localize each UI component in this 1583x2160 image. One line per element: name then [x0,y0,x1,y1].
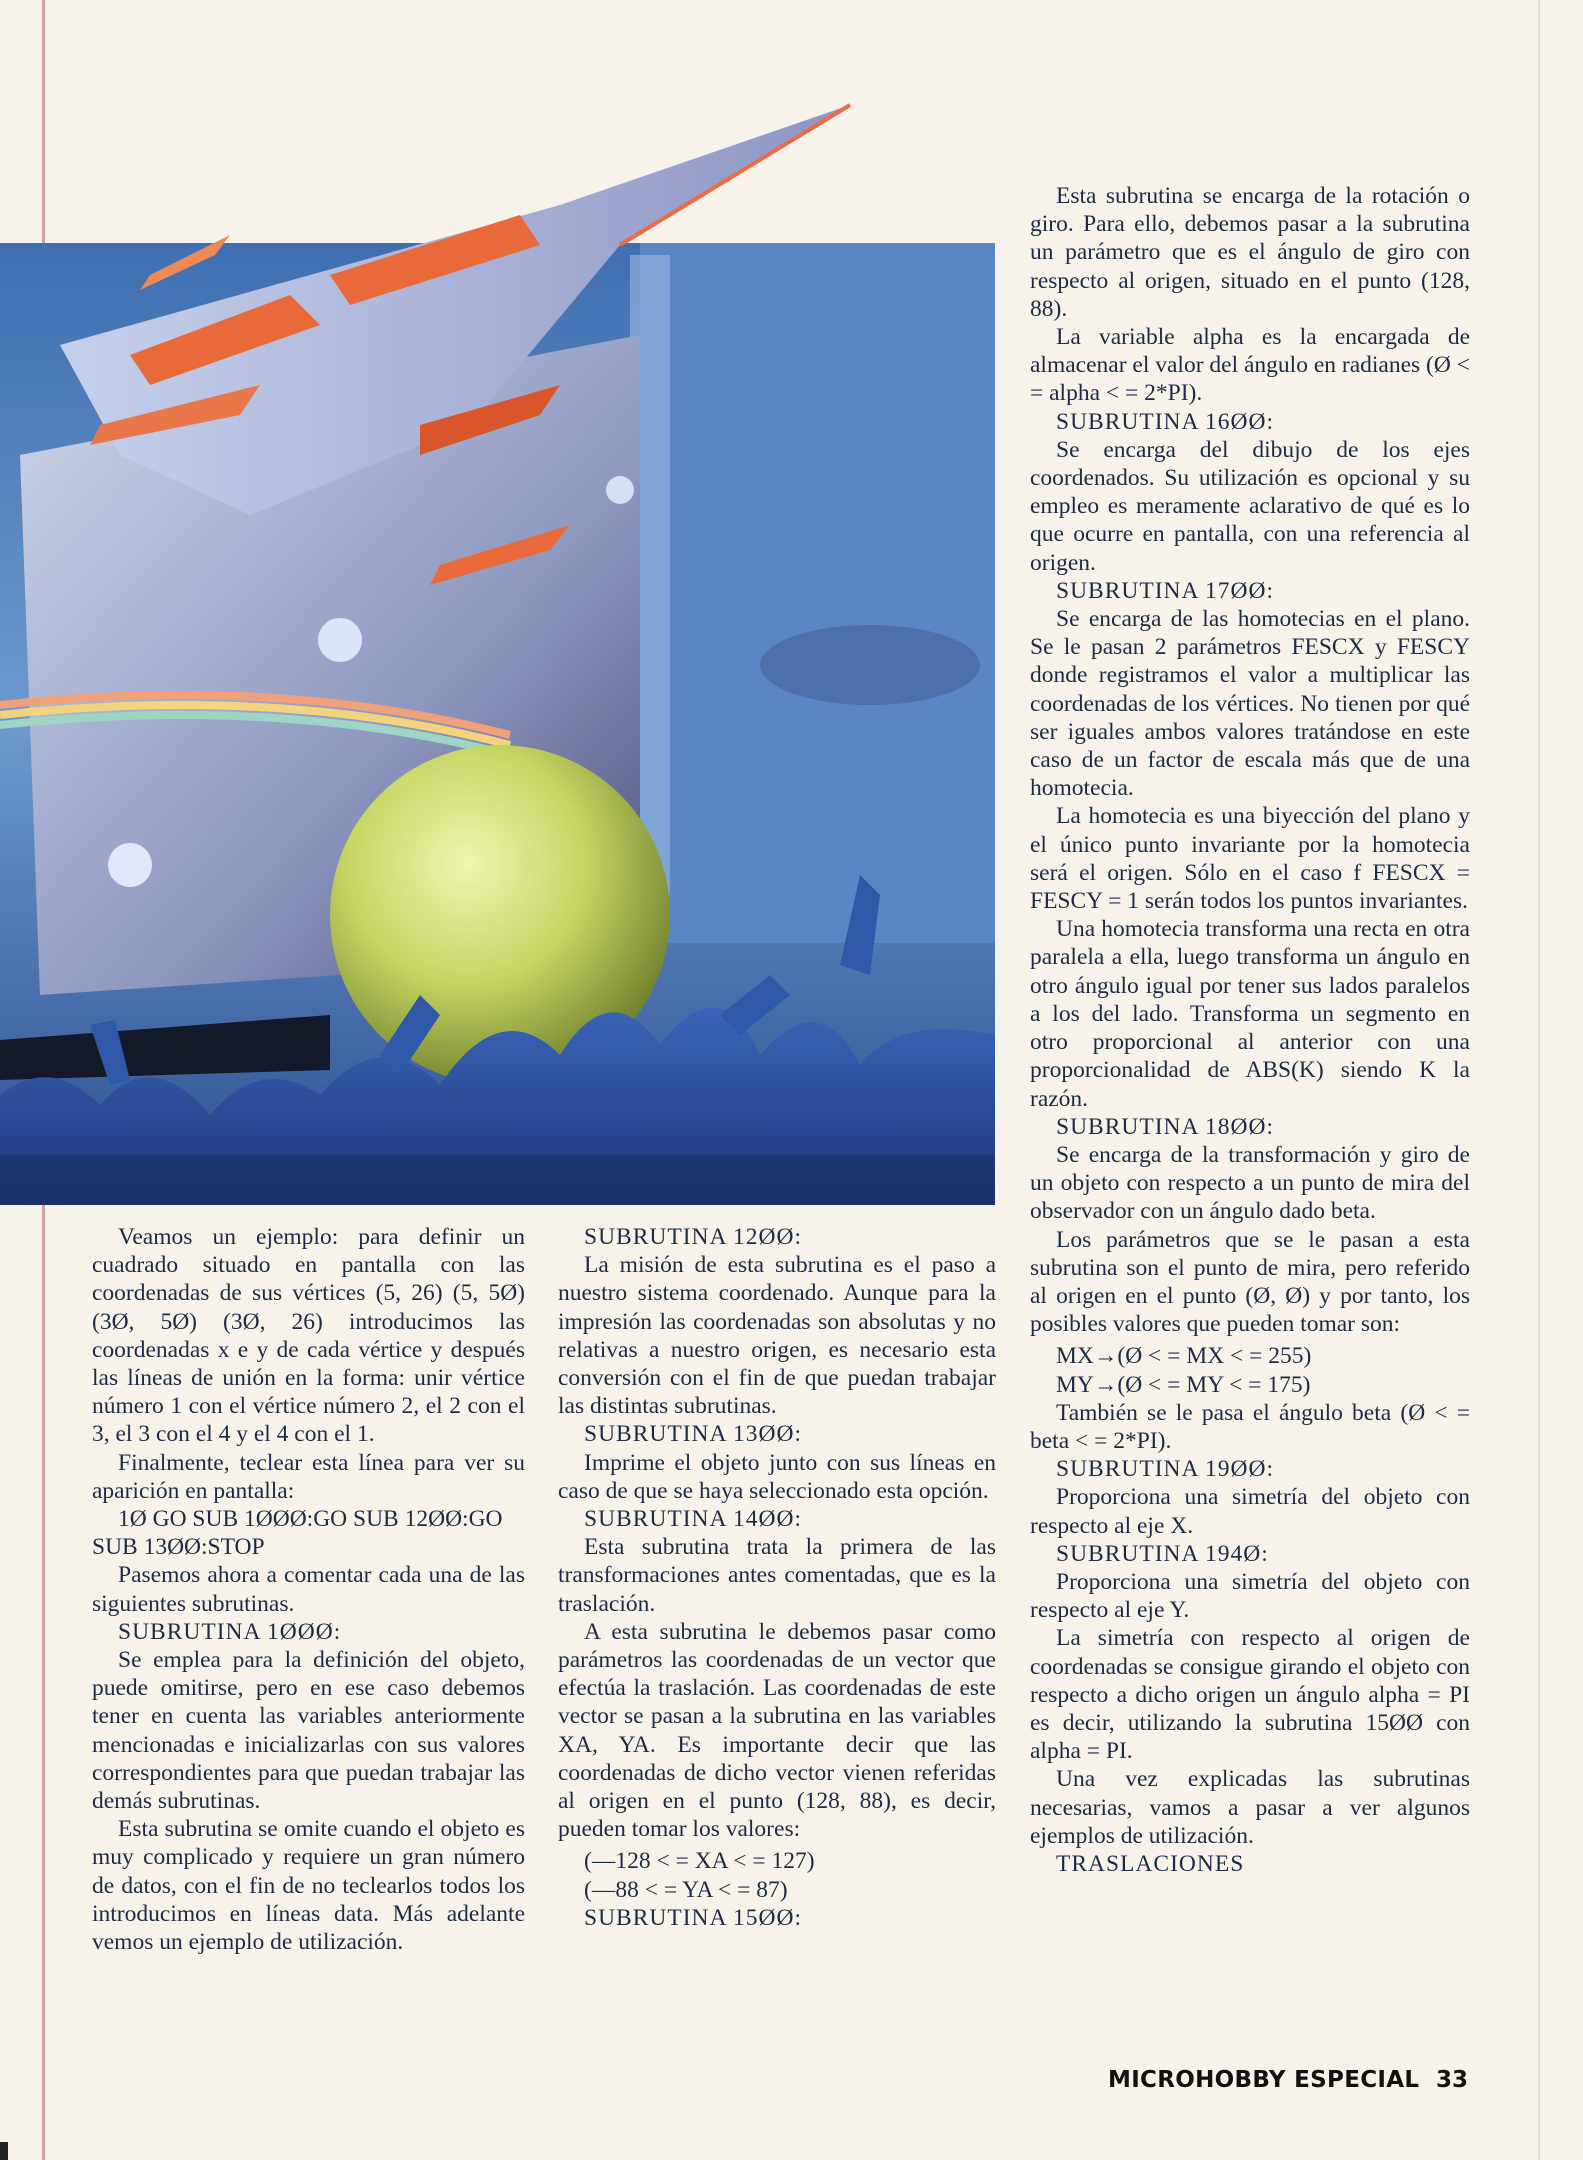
paragraph: Proporciona una simetría del objeto con respecto al eje X. [1030,1484,1470,1539]
section-heading: SUBRUTINA 16ØØ: [1056,408,1275,435]
section-heading: TRASLACIONES [1056,1850,1245,1877]
formula: MX→(Ø < = MX < = 255) [1056,1343,1312,1370]
code-line: 1Ø GO SUB 1ØØØ:GO SUB 12ØØ:GO SUB 13ØØ:STOP [92,1506,503,1561]
paragraph: También se le pasa el ángulo beta (Ø < = beta < = 2*PI). [1030,1399,1470,1454]
paragraph: Se encarga del dibujo de los ejes coordenados. Su utilización es opcional y su empleo es meramente aclarativo de qué es lo que ocurre en pantalla, con una referencia al origen. [1030,436,1470,576]
paragraph: Pasemos ahora a comentar cada una de las siguientes subrutinas. [92,1562,525,1617]
paragraph: Esta subrutina se encarga de la rotación o giro. Para ello, debemos pasar a la subrutina un parámetro que es el ángulo de giro con respecto al origen, situado en el punto (128, 88). [1030,183,1470,322]
page-number: 33 [1436,2067,1469,2093]
paragraph: A esta subrutina le debemos pasar como parámetros las coordenadas de un vector que efectúa la traslación. Las coordenadas de este vector se pasan a la subrutina en las variables XA, YA. Es importante decir que las coordenadas de dicho vector vienen referidas al origen en el punto (128, 88), es decir, pueden tomar los valores: [558,1618,996,1843]
text-column-2 [558,1223,996,1932]
paragraph: Se encarga de la transformación y giro de un objeto con respecto a un punto de mira del observador con un ángulo dado beta. [1030,1141,1470,1225]
section-heading: SUBRUTINA 194Ø: [1056,1540,1269,1567]
text-column-1 [92,1223,525,1956]
paragraph: Proporciona una simetría del objeto con respecto al eje Y. [1030,1568,1470,1624]
formula: MY→(Ø < = MY < = 175) [1056,1371,1311,1398]
paragraph: Una homotecia transforma una recta en otra paralela a ella, luego transforma un ángulo en otro ángulo igual por tener sus lados paralelos a los del lado. Transforma un segmento en otro proporcional al anterior con una proporcionalidad de ABS(K) siendo K la razón. [1030,916,1470,1112]
paragraph: Los parámetros que se le pasan a esta subrutina son el punto de mira, pero referido al origen en el punto (Ø, Ø) y por tanto, los posibles valores que pueden tomar son: [1030,1226,1470,1338]
section-heading: SUBRUTINA 13ØØ: [584,1421,803,1448]
section-heading: SUBRUTINA 18ØØ: [1056,1113,1275,1140]
section-heading: SUBRUTINA 15ØØ: [584,1904,803,1931]
section-heading: SUBRUTINA 19ØØ: [1056,1456,1275,1483]
paragraph: Esta subrutina se omite cuando el objeto es muy complicado y requiere un gran número de datos, con el fin de no teclearlos todos los introducimos en líneas data. Más adelante vemos un ejemplo de utilización. [92,1816,525,1956]
paragraph: Se emplea para la definición del objeto, puede omitirse, pero en ese caso debemos tener en cuenta las variables anteriormente mencionadas e inicializarlas con sus valores correspondientes para que puedan trabajar las demás subrutinas. [92,1647,525,1815]
text-column-3 [1030,182,1470,1878]
paragraph: Se encarga de las homotecias en el plano. Se le pasan 2 parámetros FESCX y FESCY donde registramos el valor a multiplicar las coordenadas de los vértices. No tienen por qué ser iguales ambos valores tratándose en este caso de un factor de escala más que de una homotecia. [1030,606,1470,802]
paragraph: La homotecia es una biyección del plano y el único punto invariante por la homotecia será el origen. Sólo en el caso f FESCX = FESCY = 1 serán todos los puntos invariantes. [1030,803,1470,915]
space-cinema-illustration [0,95,995,1205]
paragraph: Finalmente, teclear esta línea para ver su aparición en pantalla: [92,1449,525,1504]
paragraph: La variable alpha es la encargada de almacenar el valor del ángulo en radianes (Ø < = alpha < = 2*PI). [1030,324,1470,407]
section-heading: SUBRUTINA 1ØØØ: [118,1618,342,1645]
formula: (—128 < = XA < = 127) [584,1848,815,1875]
page-edge-line-right [1538,0,1540,2160]
paragraph: Esta subrutina trata la primera de las transformaciones antes comentadas, que es la traslación. [558,1534,996,1617]
paragraph: La simetría con respecto al origen de coordenadas se consigue girando el objeto con respecto a dicho origen un ángulo alpha = PI es decir, utilizando la subrutina 15ØØ con alpha = PI. [1030,1625,1470,1765]
magazine-title: MICROHOBBY ESPECIAL [1108,2067,1420,2093]
section-heading: SUBRUTINA 12ØØ: [584,1224,803,1250]
paragraph: Imprime el objeto junto con sus líneas en caso de que se haya seleccionado esta opción. [558,1449,996,1504]
section-heading: SUBRUTINA 14ØØ: [584,1506,803,1533]
corner-mark [0,2142,8,2160]
paragraph: Veamos un ejemplo: para definir un cuadrado situado en pantalla con las coordenadas de sus vértices (5, 26) (5, 5Ø) (3Ø, 5Ø) (3Ø, 26) introducimos las coordenadas x e y de cada vértice y después las líneas de unión en la forma: unir vértice número 1 con el vértice número 2, el 2 con el 3, el 3 con el 4 y el 4 con el 1. [92,1224,525,1448]
section-heading: SUBRUTINA 17ØØ: [1056,577,1275,604]
paragraph: La misión de esta subrutina es el paso a nuestro sistema coordenado. Aunque para la impresión las coordenadas son absolutas y no relativas a nuestro origen, es necesario esta conversión con el fin de que puedan trabajar las distintas subrutinas. [558,1252,996,1420]
paragraph: Una vez explicadas las subrutinas necesarias, vamos a pasar a ver algunos ejemplos de utilización. [1030,1766,1470,1849]
illustration-svg [0,95,995,1205]
formula: (—88 < = YA < = 87) [584,1876,788,1903]
